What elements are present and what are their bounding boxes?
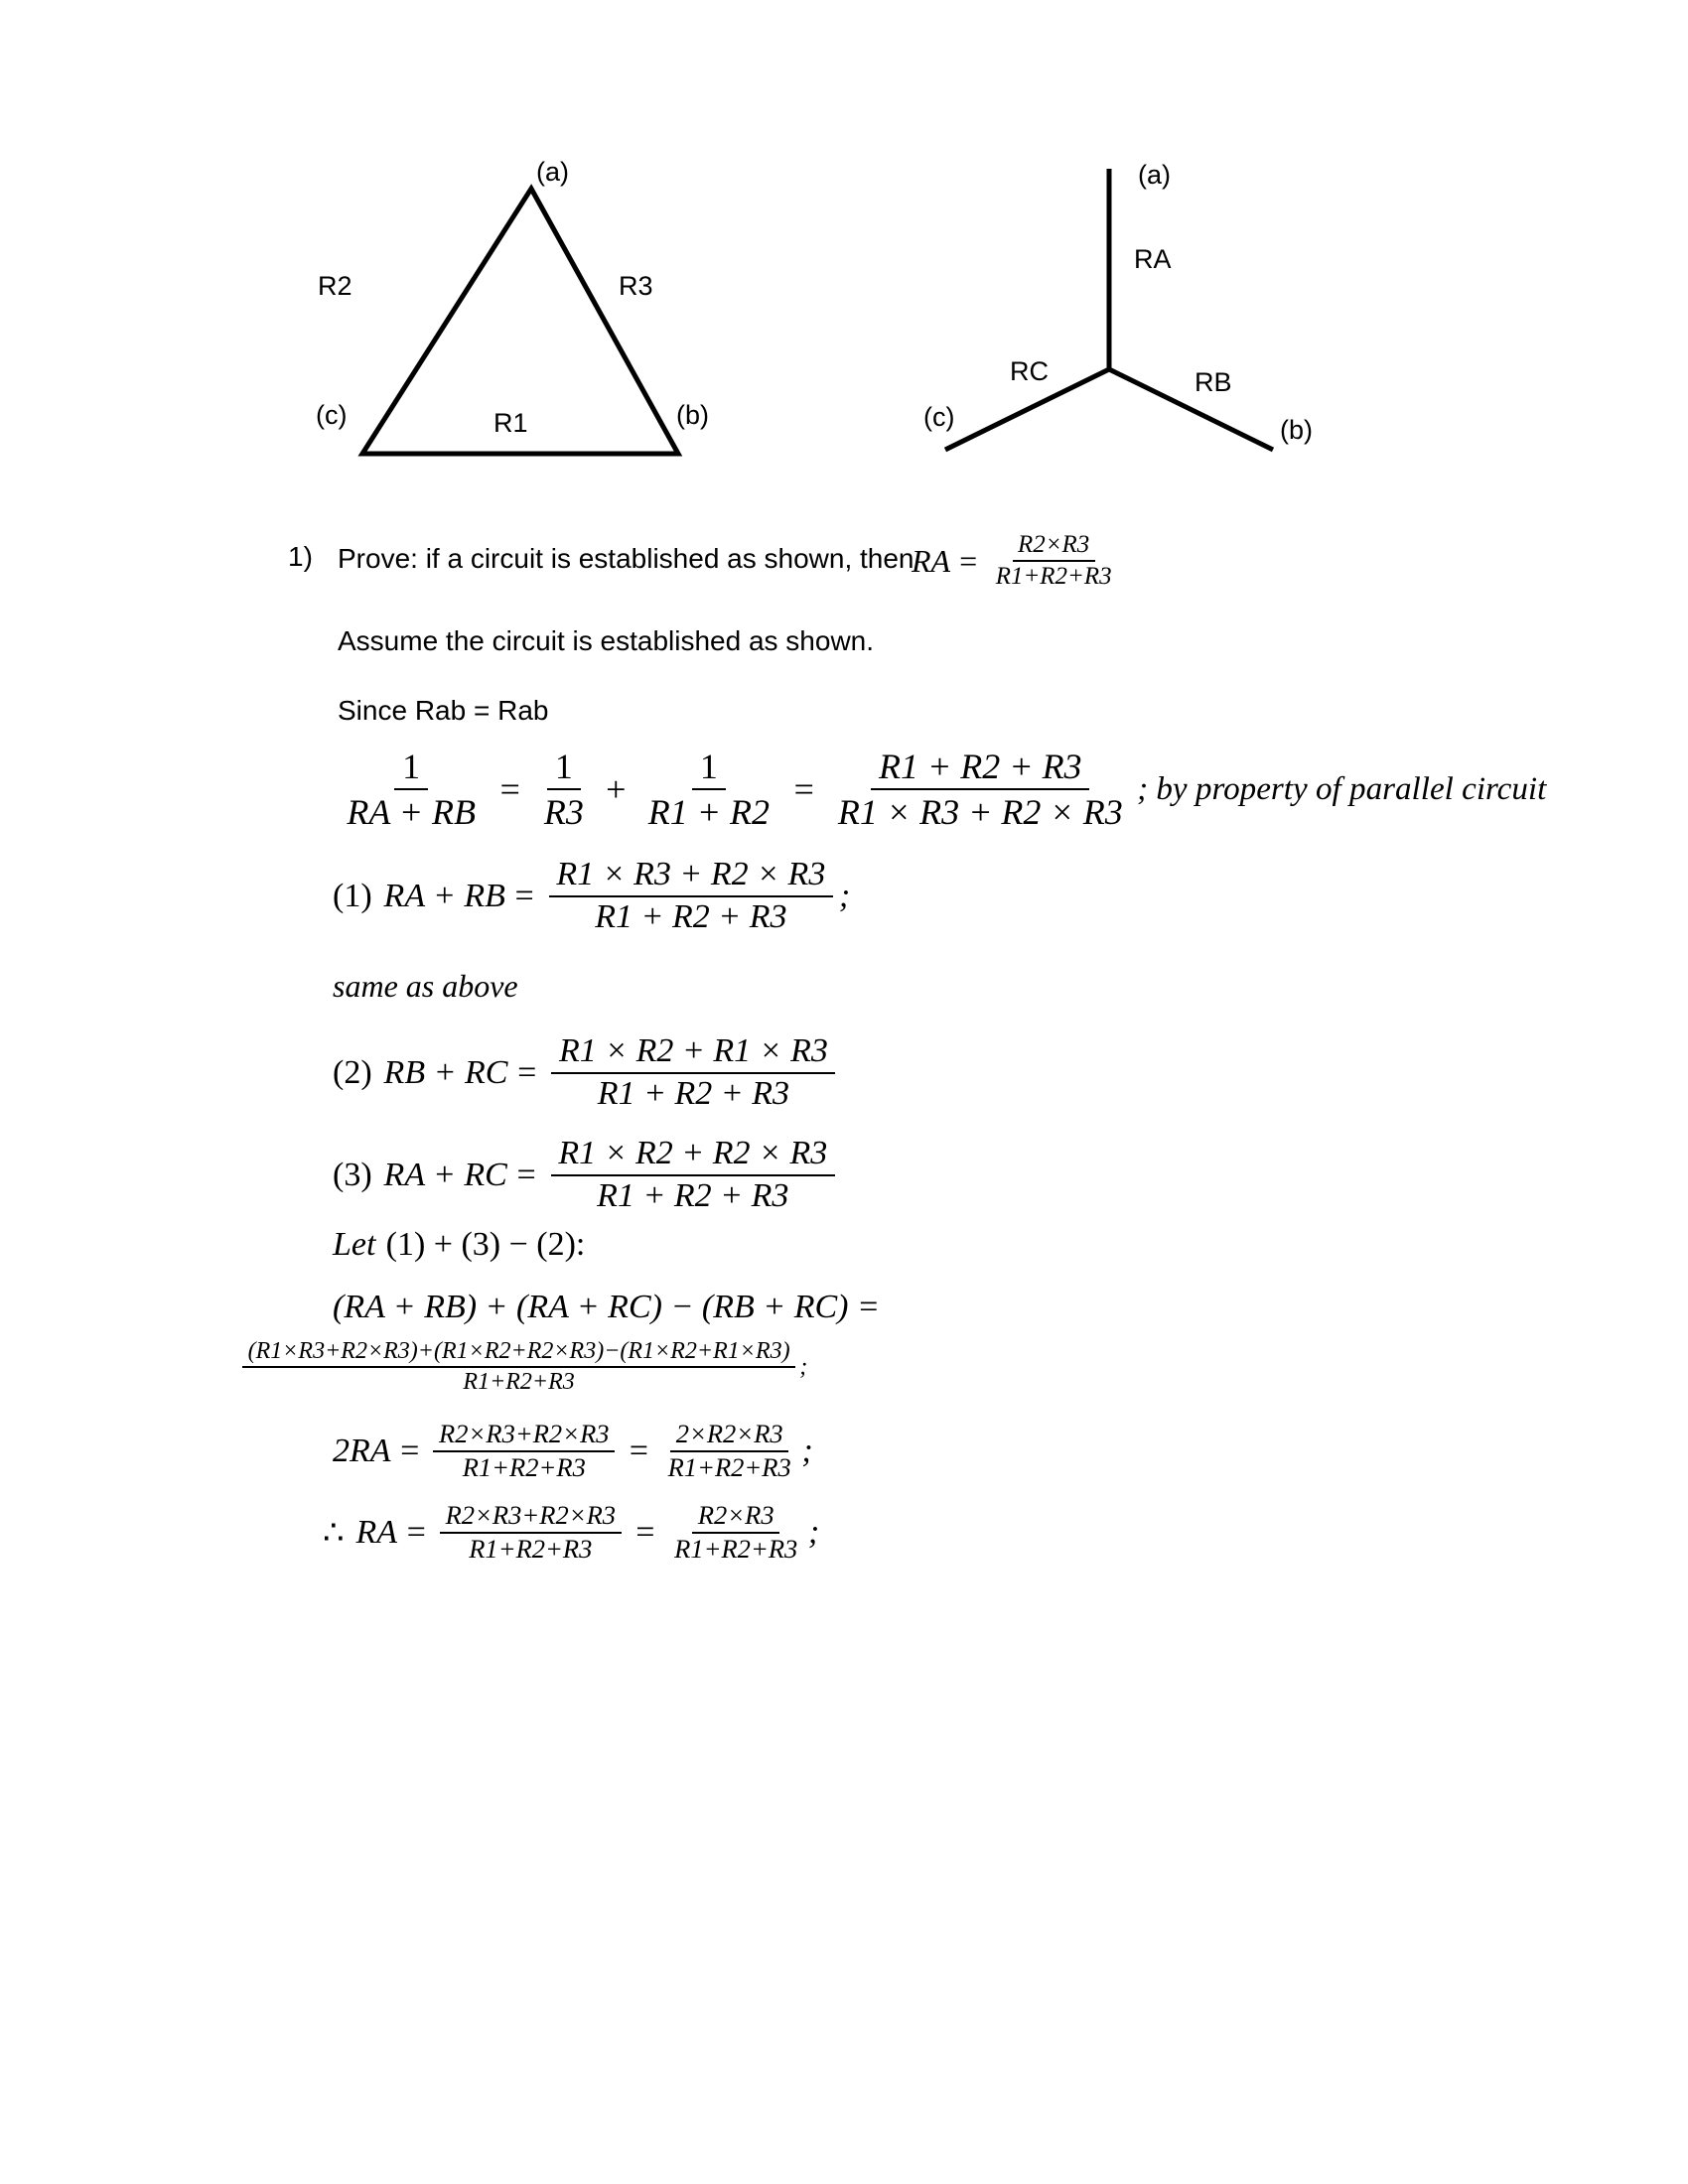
delta-node-label-a: (a) xyxy=(536,157,569,187)
two-ra-lhs: 2RA xyxy=(333,1433,391,1469)
target-fraction-numerator: R2×R3 xyxy=(1013,531,1095,562)
final-trailing: ; xyxy=(807,1514,820,1551)
parallel-plus-sign: + xyxy=(606,769,627,810)
wye-node-label-c: (c) xyxy=(923,402,955,432)
wye-node-label-b: (b) xyxy=(1280,415,1313,445)
wye-resistor-label-rb: RB xyxy=(1195,367,1232,397)
circuit-diagrams-area xyxy=(0,0,1688,516)
final-fraction-2-numerator: R2×R3 xyxy=(692,1501,779,1534)
problem-number: 1) xyxy=(288,541,313,572)
delta-resistor-label-r1: R1 xyxy=(493,408,528,438)
equation-3-label: (3) xyxy=(333,1156,372,1193)
equation-1-trailing: ; xyxy=(838,877,851,914)
final-fraction-1 xyxy=(435,1501,627,1565)
two-ra-fraction-2-denominator: R1+R2+R3 xyxy=(667,1452,791,1483)
wye-resistor-label-ra: RA xyxy=(1134,244,1172,274)
two-ra-fraction-2-numerator: 2×R2×R3 xyxy=(670,1420,789,1452)
equation-2 xyxy=(333,1032,841,1114)
combined-denominator: R1+R2+R3 xyxy=(463,1369,575,1396)
parallel-term2-denominator: R1 + R2 xyxy=(647,791,770,832)
equation-1-numerator: R1 × R3 + R2 × R3 xyxy=(549,856,833,897)
parallel-lhs-numerator: 1 xyxy=(394,747,428,790)
final-equals-2: = xyxy=(633,1514,657,1551)
target-fraction-denominator: R1+R2+R3 xyxy=(995,563,1112,591)
parallel-term2-fraction xyxy=(633,747,783,832)
therefore-symbol: ∴ xyxy=(323,1515,345,1552)
final-equation xyxy=(323,1501,819,1565)
two-ra-trailing: ; xyxy=(801,1433,813,1469)
parallel-term1-fraction xyxy=(529,747,598,832)
equation-2-denominator: R1 + R2 + R3 xyxy=(597,1075,789,1113)
equation-2-label: (2) xyxy=(333,1053,372,1091)
delta-node-label-c: (c) xyxy=(316,400,348,430)
parallel-property-note: ; by property of parallel circuit xyxy=(1137,770,1547,808)
let-prefix: Let xyxy=(333,1226,376,1264)
parallel-equation xyxy=(333,747,1546,832)
parallel-term2-numerator: 1 xyxy=(692,747,726,790)
equation-1-lhs: RA + RB xyxy=(383,877,505,914)
equation-3-lhs: RA + RC xyxy=(383,1156,507,1193)
target-fraction xyxy=(986,531,1122,591)
same-as-above-line: same as above xyxy=(333,968,518,1004)
delta-resistor-label-r3: R3 xyxy=(619,271,653,301)
delta-node-label-b: (b) xyxy=(676,400,709,430)
two-ra-equation xyxy=(333,1420,813,1483)
parallel-lhs-fraction xyxy=(333,747,490,832)
final-fraction-1-numerator: R2×R3+R2×R3 xyxy=(440,1501,622,1534)
equation-3-fraction xyxy=(545,1135,841,1216)
two-ra-fraction-1 xyxy=(428,1420,620,1483)
parallel-rhs-fraction xyxy=(823,747,1137,832)
assume-line: Assume the circuit is established as shown. xyxy=(338,625,875,656)
equation-2-fraction xyxy=(545,1032,841,1114)
parallel-equals-1: = xyxy=(497,769,522,810)
two-ra-equals-2: = xyxy=(627,1433,650,1469)
equation-1-equals: = xyxy=(512,877,536,914)
equation-2-equals: = xyxy=(514,1053,538,1091)
two-ra-fraction-1-numerator: R2×R3+R2×R3 xyxy=(433,1420,615,1452)
parallel-rhs-numerator: R1 + R2 + R3 xyxy=(871,747,1089,790)
equation-3-denominator: R1 + R2 + R3 xyxy=(597,1177,789,1215)
let-line xyxy=(333,1224,585,1264)
parallel-term1-denominator: R3 xyxy=(543,791,584,832)
final-fraction-2-denominator: R1+R2+R3 xyxy=(674,1534,798,1565)
combined-equation-fraction-wrap xyxy=(238,1338,807,1396)
combined-equation-fraction xyxy=(238,1338,799,1396)
problem-statement: Prove: if a circuit is established as shown, then xyxy=(338,543,914,574)
final-fraction-1-denominator: R1+R2+R3 xyxy=(469,1534,593,1565)
wye-resistor-label-rc: RC xyxy=(1010,356,1049,386)
equation-1 xyxy=(333,856,850,937)
equation-1-fraction xyxy=(543,856,839,937)
parallel-equals-2: = xyxy=(791,769,816,810)
two-ra-fraction-2 xyxy=(657,1420,801,1483)
equation-3-equals: = xyxy=(514,1156,538,1193)
combined-equation-lhs: (RA + RB) + (RA + RC) − (RB + RC) = xyxy=(333,1289,880,1325)
delta-triangle-shape xyxy=(0,0,1688,516)
let-expression: (1) + (3) − (2): xyxy=(385,1226,586,1264)
final-equals-1: = xyxy=(404,1514,428,1551)
equation-3-numerator: R1 × R2 + R2 × R3 xyxy=(551,1135,835,1176)
equals-sign: = xyxy=(957,542,979,579)
delta-resistor-label-r2: R2 xyxy=(318,271,352,301)
equation-2-numerator: R1 × R2 + R1 × R3 xyxy=(551,1032,835,1074)
problem-target-formula xyxy=(912,531,1122,591)
parallel-rhs-denominator: R1 × R3 + R2 × R3 xyxy=(837,791,1123,832)
two-ra-equals-1: = xyxy=(398,1433,421,1469)
target-variable: RA xyxy=(912,542,951,579)
combined-numerator: (R1×R3+R2×R3)+(R1×R2+R2×R3)−(R1×R2+R1×R3) xyxy=(242,1338,795,1368)
two-ra-fraction-1-denominator: R1+R2+R3 xyxy=(462,1452,586,1483)
wye-node-label-a: (a) xyxy=(1138,160,1171,190)
since-line: Since Rab = Rab xyxy=(338,695,549,726)
equation-1-label: (1) xyxy=(333,877,372,914)
final-lhs: RA xyxy=(355,1514,398,1551)
equation-3 xyxy=(333,1135,841,1216)
combined-trailing: ; xyxy=(799,1353,808,1380)
equation-2-lhs: RB + RC xyxy=(383,1053,508,1091)
equation-1-denominator: R1 + R2 + R3 xyxy=(595,898,787,936)
final-fraction-2 xyxy=(664,1501,808,1565)
parallel-term1-numerator: 1 xyxy=(547,747,581,790)
parallel-lhs-denominator: RA + RB xyxy=(347,791,476,832)
